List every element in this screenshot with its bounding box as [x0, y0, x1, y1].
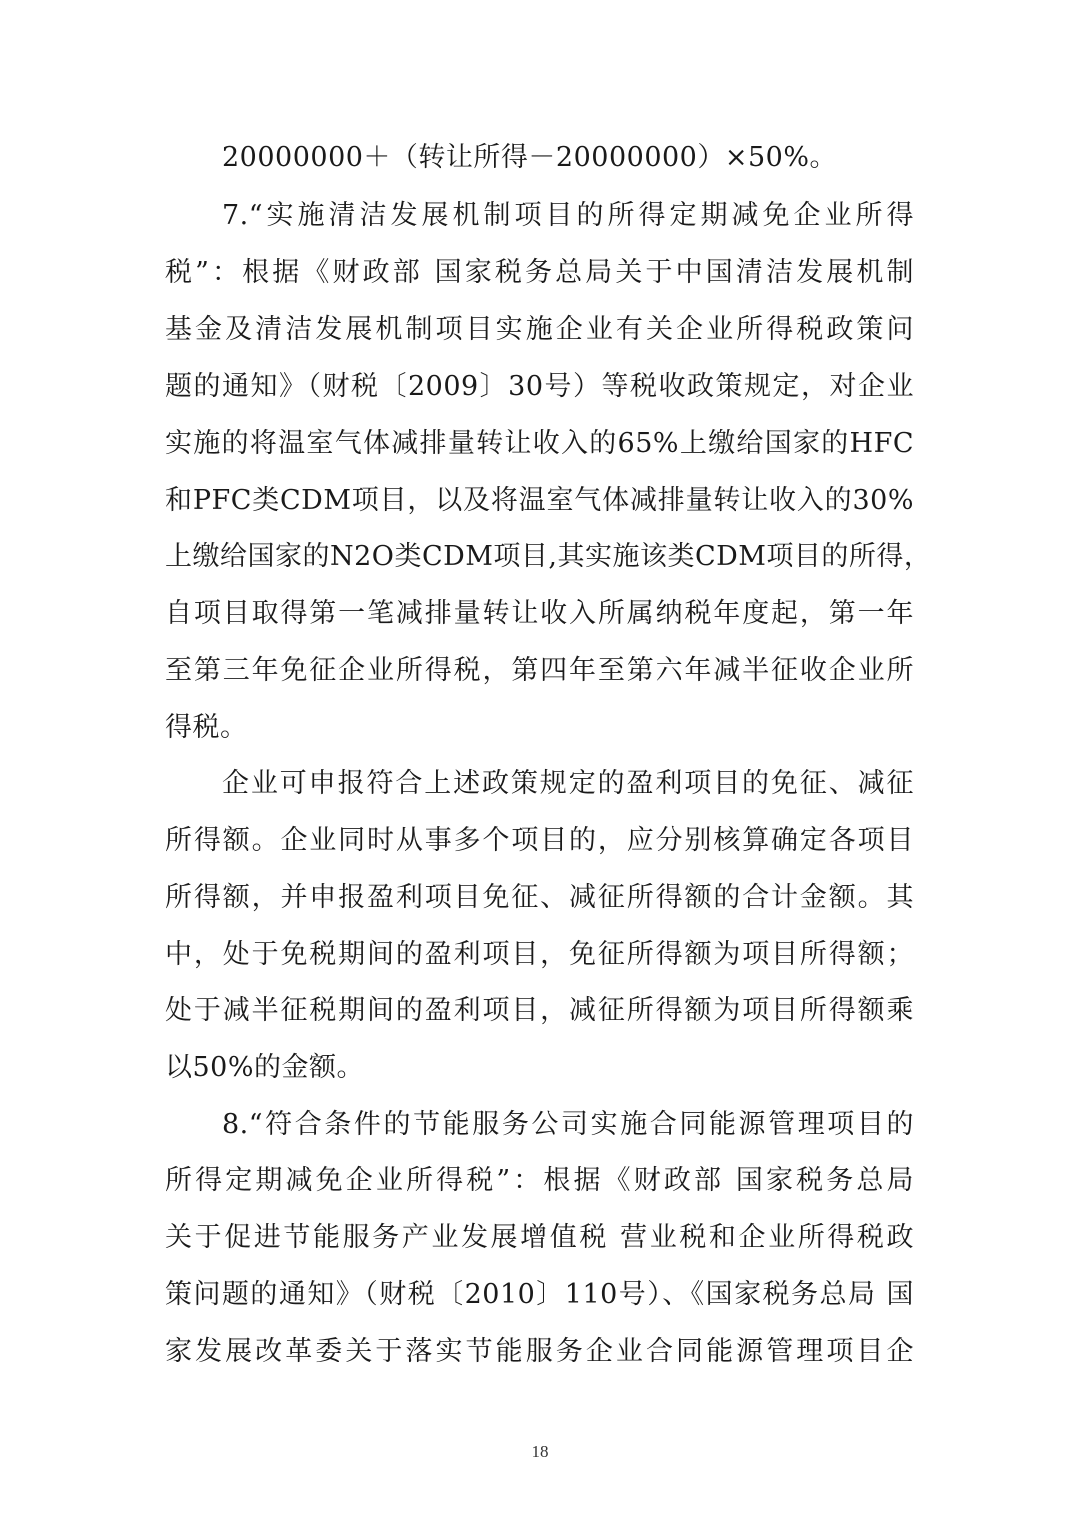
- text-line: 税”：根据《财政部 国家税务总局关于中国清洁发展机制: [165, 257, 914, 288]
- text-line: 自项目取得第一笔减排量转让收入所属纳税年度起，第一年: [165, 598, 914, 629]
- text-line: 中，处于免税期间的盈利项目，免征所得额为项目所得额；: [165, 939, 914, 970]
- text-line: 8.“符合条件的节能服务公司实施合同能源管理项目的: [222, 1109, 914, 1140]
- text-line: 至第三年免征企业所得税，第四年至第六年减半征收企业所: [165, 655, 914, 686]
- text-line: 和PFC类CDM项目，以及将温室气体减排量转让收入的30%: [165, 485, 914, 516]
- text-line: 策问题的通知》（财税〔2010〕110号）、《国家税务总局 国: [165, 1279, 914, 1310]
- text-line: 题的通知》（财税〔2009〕30号）等税收政策规定，对企业: [165, 371, 914, 402]
- text-line: 上缴给国家的N2O类CDM项目,其实施该类CDM项目的所得，: [165, 541, 932, 572]
- text-line: 处于减半征税期间的盈利项目，减征所得额为项目所得额乘: [165, 995, 914, 1026]
- text-line: 企业可申报符合上述政策规定的盈利项目的免征、减征: [222, 768, 914, 799]
- text-line: 20000000＋（转让所得－20000000）×50%。: [222, 142, 837, 173]
- text-line: 以50%的金额。: [165, 1052, 365, 1083]
- text-line: 所得额，并申报盈利项目免征、减征所得额的合计金额。其: [165, 882, 914, 913]
- text-line: 实施的将温室气体减排量转让收入的65%上缴给国家的HFC: [165, 428, 914, 459]
- text-line: 基金及清洁发展机制项目实施企业有关企业所得税政策问: [165, 314, 914, 345]
- text-line: 7.“实施清洁发展机制项目的所得定期减免企业所得: [222, 200, 914, 231]
- text-line: 所得定期减免企业所得税”：根据《财政部 国家税务总局: [165, 1165, 914, 1196]
- text-line: 家发展改革委关于落实节能服务企业合同能源管理项目企: [165, 1336, 914, 1367]
- text-line: 关于促进节能服务产业发展增值税 营业税和企业所得税政: [165, 1222, 914, 1253]
- page-number: 18: [531, 1442, 549, 1461]
- text-line: 得税。: [165, 712, 248, 743]
- text-line: 所得额。企业同时从事多个项目的，应分别核算确定各项目: [165, 825, 914, 856]
